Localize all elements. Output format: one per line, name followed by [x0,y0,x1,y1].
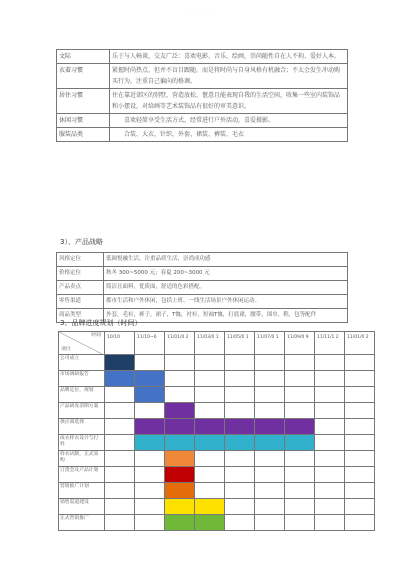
profile-label: 服装品类 [57,128,110,142]
gantt-empty-cell [195,371,225,387]
gantt-empty-cell [285,499,315,515]
gantt-empty-cell [225,355,255,371]
strategy-row [57,281,348,295]
gantt-empty-cell [315,515,345,531]
strategy-row [57,295,348,309]
gantt-bar-cell [165,499,195,515]
page-header: · · · · · · · · · · [181,11,219,15]
gantt-column-header: 11/05/0 1 [225,332,255,355]
gantt-empty-cell [345,403,375,419]
gantt-task-label: 公司成立 [59,355,105,371]
gantt-bar-cell [105,371,135,387]
profile-value: 紧握时尚热点，但并不盲目跟随，而是将时尚与自身风格有机融合；不太会发生冲动购买行为，注重自己偏向的格调。 [110,64,348,89]
gantt-bar-cell [165,515,195,531]
gantt-column-header: 11/07/0 1 [255,332,285,355]
gantt-empty-cell [315,387,345,403]
gantt-corner [59,332,105,355]
gantt-corner-task-label: 项目 [61,347,71,352]
profile-row [57,114,348,128]
gantt-column-header: 11/09/0 9 [285,332,315,355]
gantt-empty-cell [135,467,165,483]
gantt-bar-cell [165,403,195,419]
gantt-empty-cell [195,483,225,499]
gantt-bar-cell [165,435,195,451]
gantt-bar-cell [105,355,135,371]
strategy-value: 都市生活和户外休闲，包括上班、一线生活场景户外休闲运动。 [104,295,348,309]
gantt-empty-cell [255,403,285,419]
gantt-task-label: 订货会及产品计划 [59,467,105,483]
gantt-empty-cell [255,483,285,499]
gantt-empty-cell [105,387,135,403]
gantt-bar-cell [285,419,315,435]
strategy-value: 外套，毛衫，裤子，裙子，T恤，衬衫，短袖T恤，打底裙，腰带，围巾，鞋，包等配件 [104,309,348,323]
strategy-row [57,253,348,267]
profile-value: 合装、大衣、针织、外套、裙装、裤装、毛衣 [110,128,348,142]
gantt-task-row [59,435,375,451]
gantt-empty-cell [135,483,165,499]
gantt-task-label: 正式营销推广 [59,515,105,531]
gantt-bar-cell [255,435,285,451]
gantt-task-row [59,371,375,387]
gantt-empty-cell [255,355,285,371]
gantt-bar-cell [165,451,195,467]
gantt-empty-cell [285,467,315,483]
gantt-empty-cell [195,451,225,467]
gantt-task-row [59,483,375,499]
gantt-task-row [59,467,375,483]
gantt-header-row [59,332,375,355]
gantt-bar-cell [195,499,225,515]
gantt-empty-cell [285,387,315,403]
gantt-empty-cell [255,515,285,531]
gantt-empty-cell [345,355,375,371]
gantt-empty-cell [345,483,375,499]
profile-row [57,50,348,64]
gantt-bar-cell [195,419,225,435]
gantt-empty-cell [165,371,195,387]
gantt-bar-cell [135,387,165,403]
gantt-column-header: 10/10 [105,332,135,355]
gantt-empty-cell [225,515,255,531]
profile-value: 住在靠近郊区的别墅，营造放松、惬意且能表现自我的生活空间，收集一些室内装饰品和小摆设，对给画等艺术装饰品有很好的审美意识。 [110,89,348,114]
gantt-empty-cell [285,515,315,531]
gantt-empty-cell [315,499,345,515]
gantt-empty-cell [255,467,285,483]
gantt-empty-cell [345,499,375,515]
profile-label: 休闲习惯 [57,114,110,128]
gantt-empty-cell [315,403,345,419]
gantt-task-label: 营销推广计划 [59,483,105,499]
gantt-bar-cell [135,435,165,451]
gantt-empty-cell [345,435,375,451]
gantt-empty-cell [225,371,255,387]
gantt-empty-cell [255,371,285,387]
gantt-bar-cell [195,435,225,451]
gantt-corner-time-label: 时间 [91,333,101,338]
gantt-bar-cell [165,419,195,435]
gantt-column-header: 11/11/1 2 [315,332,345,355]
strategy-label: 价格定位 [57,267,104,281]
strategy-row [57,267,348,281]
gantt-empty-cell [225,451,255,467]
gantt-empty-cell [315,419,345,435]
gantt-empty-cell [165,387,195,403]
gantt-empty-cell [285,371,315,387]
strategy-value: 低调悦融生活，注重品质生活，崇尚成功感 [104,253,348,267]
gantt-task-row [59,515,375,531]
gantt-task-row [59,499,375,515]
gantt-empty-cell [315,355,345,371]
strategy-label: 风格定位 [57,253,104,267]
gantt-empty-cell [195,467,225,483]
gantt-empty-cell [225,483,255,499]
gantt-empty-cell [345,467,375,483]
profile-row [57,128,348,142]
gantt-task-label: 产品研发前期方案 [59,403,105,419]
customer-profile-table [56,49,348,142]
gantt-empty-cell [285,451,315,467]
gantt-task-row [59,419,375,435]
gantt-empty-cell [345,419,375,435]
gantt-task-row [59,403,375,419]
section-title-schedule: 3、品牌进度规划（时间） [60,319,142,327]
gantt-empty-cell [315,435,345,451]
gantt-task-label: 供应商选择 [59,419,105,435]
gantt-bar-cell [135,371,165,387]
gantt-empty-cell [165,355,195,371]
gantt-empty-cell [135,515,165,531]
gantt-task-label: 市场调研报告 [59,371,105,387]
gantt-empty-cell [225,467,255,483]
gantt-empty-cell [285,483,315,499]
gantt-bar-cell [165,483,195,499]
gantt-empty-cell [105,403,135,419]
gantt-empty-cell [105,451,135,467]
gantt-empty-cell [135,403,165,419]
gantt-empty-cell [105,499,135,515]
gantt-empty-cell [135,451,165,467]
gantt-empty-cell [105,435,135,451]
product-strategy-table [56,252,348,323]
profile-value: 喜欢轻简享受生活方式，经常进行户外活动，喜爱摄影。 [110,114,348,128]
gantt-empty-cell [315,451,345,467]
strategy-label: 产品卖点 [57,281,104,295]
gantt-empty-cell [195,403,225,419]
gantt-task-label: 销售渠道建设 [59,499,105,515]
gantt-empty-cell [225,499,255,515]
gantt-column-header: 11/03/0 1 [195,332,225,355]
gantt-bar-cell [225,419,255,435]
gantt-empty-cell [225,403,255,419]
gantt-empty-cell [105,467,135,483]
gantt-empty-cell [345,451,375,467]
section-title-product-strategy: 3）、产品战略 [60,238,103,246]
gantt-empty-cell [195,387,225,403]
profile-row [57,89,348,114]
gantt-empty-cell [345,371,375,387]
profile-label: 居住习惯 [57,89,110,114]
gantt-empty-cell [315,467,345,483]
gantt-task-row [59,355,375,371]
gantt-bar-cell [165,467,195,483]
gantt-empty-cell [345,515,375,531]
strategy-value: 简洁且面料，优质面，舒适的色彩搭配。 [104,281,348,295]
gantt-task-label: 成衣样衣设计与打样 [59,435,105,451]
profile-label: 文际 [57,50,110,64]
gantt-empty-cell [285,403,315,419]
gantt-bar-cell [255,419,285,435]
gantt-column-header: 11/10~6 [135,332,165,355]
gantt-empty-cell [255,499,285,515]
strategy-label: 商品类型 [57,309,104,323]
gantt-empty-cell [255,387,285,403]
profile-value: 乐于与人畅谈，交友广泛：喜欢电影、音乐、绘画，崇尚随性自在人不拘、爱好人本。 [110,50,348,64]
gantt-empty-cell [285,355,315,371]
gantt-task-row [59,451,375,467]
gantt-bar-cell [225,435,255,451]
gantt-empty-cell [315,371,345,387]
gantt-column-header: 11/01/0 2 [165,332,195,355]
gantt-task-label: 品牌定位，规划 [59,387,105,403]
gantt-empty-cell [225,387,255,403]
strategy-label: 零售渠道 [57,295,104,309]
gantt-empty-cell [105,419,135,435]
gantt-empty-cell [105,515,135,531]
gantt-bar-cell [195,515,225,531]
gantt-empty-cell [135,355,165,371]
gantt-empty-cell [255,451,285,467]
gantt-bar-cell [285,435,315,451]
gantt-empty-cell [195,355,225,371]
brand-schedule-gantt [58,331,375,531]
gantt-task-label: 样衣试制，正式采购 [59,451,105,467]
strategy-value: 秋冬 300~5000 元；春夏 200~3000 元 [104,267,348,281]
gantt-column-header: 11/01/0 2 [345,332,375,355]
profile-label: 衣着习惯 [57,64,110,89]
gantt-task-row [59,387,375,403]
gantt-empty-cell [135,499,165,515]
gantt-empty-cell [105,483,135,499]
profile-row [57,64,348,89]
gantt-bar-cell [135,419,165,435]
gantt-empty-cell [345,387,375,403]
gantt-empty-cell [315,483,345,499]
